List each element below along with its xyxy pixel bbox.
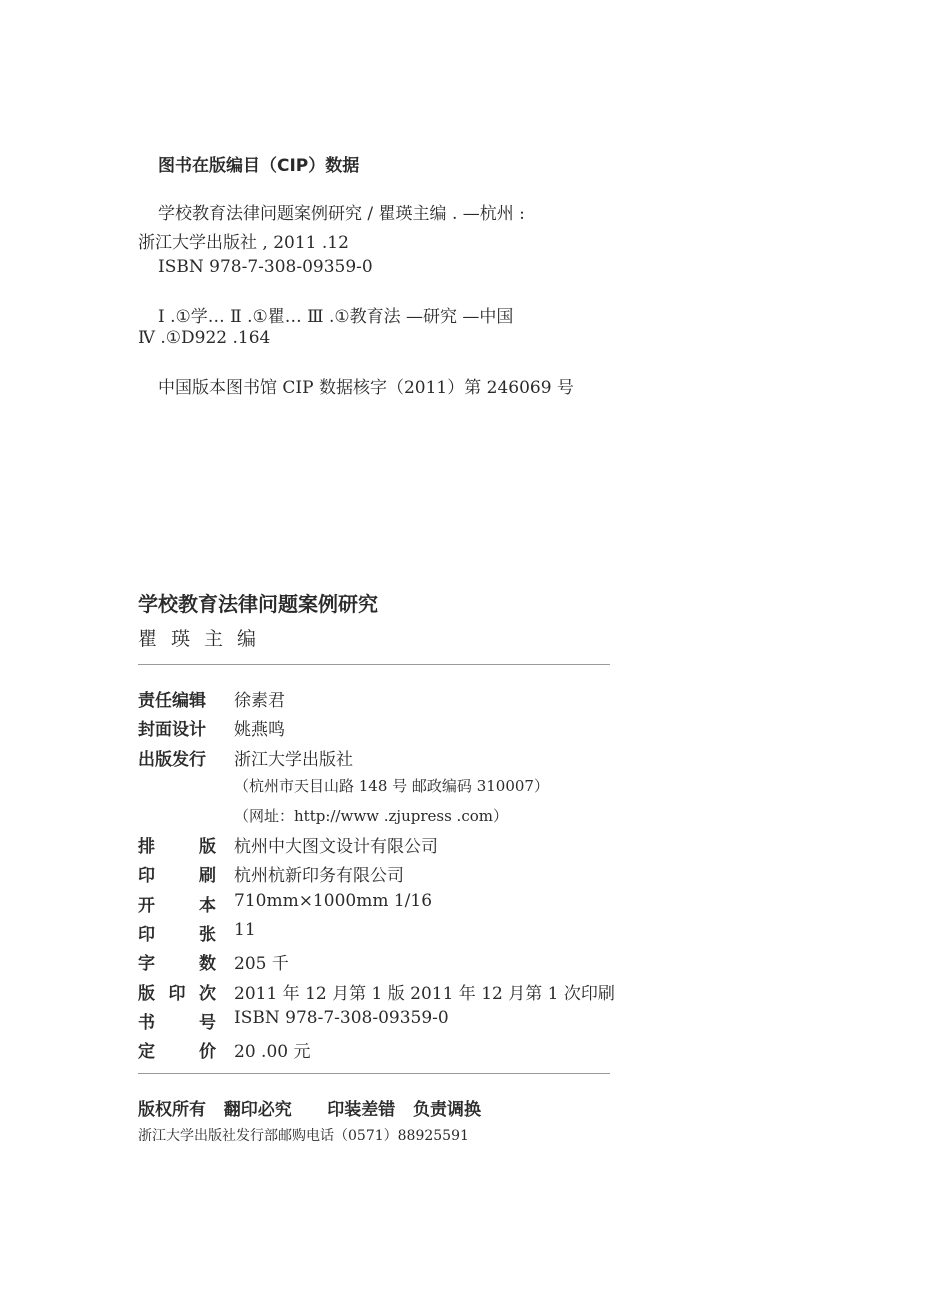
publisher-web: （网址：http://www .zjupress .com） [234,807,508,825]
edition-value: 2011 年 12 月第 1 版 2011 年 12 月第 1 次印刷 [234,984,615,1004]
format-value: 710mm×1000mm 1/16 [234,891,433,911]
sheets-value: 11 [234,920,256,940]
rights-notice: 版权所有 翻印必究 印装差错 负责调换 [138,1100,482,1120]
editor-value: 徐素君 [234,691,285,711]
cover-label: 封面设计 [138,720,206,740]
typeset-label: 排 版 [138,837,216,857]
publisher-label: 出版发行 [138,750,206,770]
cip-title: 图书在版编目（CIP）数据 [158,156,360,176]
editor-label: 责任编辑 [138,691,206,711]
cip-line-4: Ⅰ .①学… Ⅱ .①瞿… Ⅲ .①教育法 —研究 —中国 [158,307,514,327]
sheets-label: 印 张 [138,925,216,945]
book-author: 瞿瑛主编 [138,628,271,650]
typeset-value: 杭州中大图文设计有限公司 [234,837,438,857]
cover-value: 姚燕鸣 [234,720,285,740]
publisher-value: 浙江大学出版社 [234,750,353,770]
top-divider [138,664,610,665]
bottom-divider [138,1073,610,1074]
edition-label: 版 印 次 [138,984,216,1004]
book-title: 学校教育法律问题案例研究 [138,592,378,616]
words-label: 字 数 [138,954,216,974]
cip-line-6: 中国版本图书馆 CIP 数据核字（2011）第 246069 号 [158,378,574,398]
contact-line: 浙江大学出版社发行部邮购电话（0571）88925591 [138,1128,469,1144]
format-label: 开 本 [138,896,216,916]
cip-line-5: Ⅳ .①D922 .164 [138,328,271,348]
words-value: 205 千 [234,954,289,974]
cip-line-1: 学校教育法律问题案例研究 / 瞿瑛主编 . —杭州 : [158,204,525,224]
isbn-value: ISBN 978-7-308-09359-0 [234,1008,449,1028]
price-value: 20 .00 元 [234,1042,311,1062]
cip-line-2: 浙江大学出版社 , 2011 .12 [138,233,349,253]
print-label: 印 刷 [138,866,216,886]
print-value: 杭州杭新印务有限公司 [234,866,404,886]
publisher-address: （杭州市天目山路 148 号 邮政编码 310007） [234,777,549,795]
price-label: 定 价 [138,1042,216,1062]
isbn-label: 书 号 [138,1013,216,1033]
cip-line-3: ISBN 978-7-308-09359-0 [158,257,373,277]
